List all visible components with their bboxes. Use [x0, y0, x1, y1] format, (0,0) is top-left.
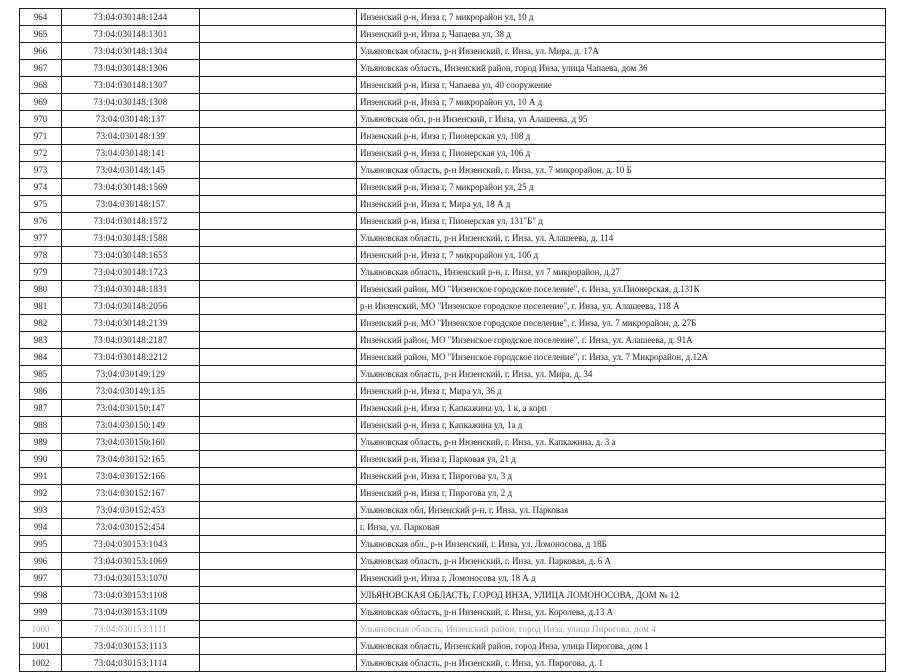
cadastral-number-cell: 73:04:030153:1111: [62, 621, 200, 638]
row-number-cell: 986: [20, 383, 62, 400]
address-cell: Инзенский район, МО "Инзенское городское поселение", г. Инза, ул.Пионерская, д.131К: [357, 281, 886, 298]
row-number-cell: 969: [20, 94, 62, 111]
cadastral-number-cell: 73:04:030149:135: [62, 383, 200, 400]
empty-cell: [200, 230, 357, 247]
property-registry-table: [19, 8, 886, 672]
row-number-cell: 992: [20, 485, 62, 502]
cadastral-number-cell: 73:04:030153:1114: [62, 655, 200, 672]
empty-cell: [200, 43, 357, 60]
cadastral-number-cell: 73:04:030152:166: [62, 468, 200, 485]
table-row: [20, 247, 886, 264]
empty-cell: [200, 332, 357, 349]
cadastral-number-cell: 73:04:030153:1070: [62, 570, 200, 587]
cadastral-number-cell: 73:04:030152:453: [62, 502, 200, 519]
empty-cell: [200, 587, 357, 604]
registry-table-body: [20, 9, 886, 672]
address-cell: Ульяновская область, р-н Инзенский, г. Инза, ул. Пирогова, д. 1: [357, 655, 886, 672]
table-row: [20, 383, 886, 400]
row-number-cell: 981: [20, 298, 62, 315]
empty-cell: [200, 196, 357, 213]
cadastral-number-cell: 73:04:030148:137: [62, 111, 200, 128]
cadastral-number-cell: 73:04:030150:147: [62, 400, 200, 417]
empty-cell: [200, 298, 357, 315]
cadastral-number-cell: 73:04:030152:454: [62, 519, 200, 536]
empty-cell: [200, 434, 357, 451]
cadastral-number-cell: 73:04:030148:157: [62, 196, 200, 213]
row-number-cell: 971: [20, 128, 62, 145]
row-number-cell: 974: [20, 179, 62, 196]
address-cell: Инзенский р-н, Инза г, 7 микрорайон ул, 10б д: [357, 247, 886, 264]
table-row: [20, 281, 886, 298]
row-number-cell: 976: [20, 213, 62, 230]
cadastral-number-cell: 73:04:030148:145: [62, 162, 200, 179]
row-number-cell: 1001: [20, 638, 62, 655]
address-cell: Инзенский р-н, Инза г, Мира ул, 36 д: [357, 383, 886, 400]
address-cell: Ульяновская область, р-н Инзенский, г. Инза, ул. Мира, д. 34: [357, 366, 886, 383]
row-number-cell: 979: [20, 264, 62, 281]
address-cell: Инзенский р-н, Инза г, Чапаева ул, 40 сооружение: [357, 77, 886, 94]
row-number-cell: 980: [20, 281, 62, 298]
address-cell: Инзенский р-н, Инза г, Пирогова ул, 2 д: [357, 485, 886, 502]
table-row: [20, 179, 886, 196]
empty-cell: [200, 315, 357, 332]
empty-cell: [200, 451, 357, 468]
empty-cell: [200, 366, 357, 383]
table-row: [20, 536, 886, 553]
address-cell: Инзенский район, МО "Инзенское городское поселение", г. Инза, ул. Алашеева, д. 91А: [357, 332, 886, 349]
cadastral-number-cell: 73:04:030148:1831: [62, 281, 200, 298]
table-row: [20, 315, 886, 332]
cadastral-number-cell: 73:04:030153:1043: [62, 536, 200, 553]
row-number-cell: 999: [20, 604, 62, 621]
empty-cell: [200, 655, 357, 672]
cadastral-number-cell: 73:04:030152:167: [62, 485, 200, 502]
table-row: [20, 366, 886, 383]
row-number-cell: 988: [20, 417, 62, 434]
address-cell: Ульяновская область, р-н Инзенский, г. Инза, ул. Парковая, д. 6 А: [357, 553, 886, 570]
table-row: [20, 468, 886, 485]
row-number-cell: 991: [20, 468, 62, 485]
table-row: [20, 485, 886, 502]
table-row: [20, 230, 886, 247]
row-number-cell: 964: [20, 9, 62, 26]
address-cell: Ульяновская обл, р-н Инзенский, г Инза, ул Алашеева, д 95: [357, 111, 886, 128]
empty-cell: [200, 400, 357, 417]
address-cell: Инзенский р-н, Инза г, Пионерская ул, 131"Б" д: [357, 213, 886, 230]
table-row: [20, 519, 886, 536]
row-number-cell: 1002: [20, 655, 62, 672]
row-number-cell: 1000: [20, 621, 62, 638]
table-row: [20, 400, 886, 417]
cadastral-number-cell: 73:04:030148:1244: [62, 9, 200, 26]
table-row: [20, 570, 886, 587]
table-row: [20, 349, 886, 366]
empty-cell: [200, 519, 357, 536]
empty-cell: [200, 213, 357, 230]
row-number-cell: 968: [20, 77, 62, 94]
row-number-cell: 989: [20, 434, 62, 451]
row-number-cell: 966: [20, 43, 62, 60]
empty-cell: [200, 60, 357, 77]
table-row: [20, 196, 886, 213]
empty-cell: [200, 468, 357, 485]
cadastral-number-cell: 73:04:030148:2139: [62, 315, 200, 332]
row-number-cell: 995: [20, 536, 62, 553]
table-row: [20, 43, 886, 60]
row-number-cell: 970: [20, 111, 62, 128]
cadastral-number-cell: 73:04:030153:1109: [62, 604, 200, 621]
row-number-cell: 990: [20, 451, 62, 468]
address-cell: Инзенский р-н, Инза г, Ломоносова ул, 18 А д: [357, 570, 886, 587]
table-row: [20, 332, 886, 349]
address-cell: Ульяновская область, р-н Инзенский, г. Инза, ул. Алашеева, д. 114: [357, 230, 886, 247]
address-cell: Ульяновская область, р-н Инзенский, г. Инза, ул. 7 микрорайон, д. 10 Б: [357, 162, 886, 179]
empty-cell: [200, 417, 357, 434]
table-row: [20, 417, 886, 434]
address-cell: г. Инза, ул. Парковая: [357, 519, 886, 536]
table-row: [20, 111, 886, 128]
address-cell: Ульяновская область, Инзенский район, город Инза, улица Чапаева, дом 36: [357, 60, 886, 77]
table-row: [20, 26, 886, 43]
table-row: [20, 621, 886, 638]
address-cell: Ульяновская обл, Инзенский р-н, г. Инза, ул. Парковая: [357, 502, 886, 519]
table-row: [20, 145, 886, 162]
empty-cell: [200, 383, 357, 400]
cadastral-number-cell: 73:04:030148:1588: [62, 230, 200, 247]
cadastral-number-cell: 73:04:030148:1653: [62, 247, 200, 264]
row-number-cell: 973: [20, 162, 62, 179]
cadastral-number-cell: 73:04:030148:1306: [62, 60, 200, 77]
table-row: [20, 213, 886, 230]
cadastral-number-cell: 73:04:030152:165: [62, 451, 200, 468]
cadastral-number-cell: 73:04:030153:1108: [62, 587, 200, 604]
cadastral-number-cell: 73:04:030148:1301: [62, 26, 200, 43]
address-cell: Инзенский р-н, Инза г, Пионерская ул, 108 д: [357, 128, 886, 145]
row-number-cell: 987: [20, 400, 62, 417]
table-row: [20, 94, 886, 111]
address-cell: Ульяновская область, р-н Инзенский, г. Инза, ул. Королева, д.13 А: [357, 604, 886, 621]
table-row: [20, 264, 886, 281]
empty-cell: [200, 349, 357, 366]
table-row: [20, 451, 886, 468]
address-cell: Инзенский р-н, Инза г, Капкажина ул, 1а д: [357, 417, 886, 434]
empty-cell: [200, 179, 357, 196]
cadastral-number-cell: 73:04:030148:2212: [62, 349, 200, 366]
row-number-cell: 994: [20, 519, 62, 536]
cadastral-number-cell: 73:04:030148:2056: [62, 298, 200, 315]
table-row: [20, 604, 886, 621]
table-row: [20, 655, 886, 672]
address-cell: Ульяновская область, Инзенский район, город Инза, улица Пирогова, дом 1: [357, 638, 886, 655]
table-row: [20, 77, 886, 94]
row-number-cell: 978: [20, 247, 62, 264]
row-number-cell: 975: [20, 196, 62, 213]
cadastral-number-cell: 73:04:030149:129: [62, 366, 200, 383]
row-number-cell: 996: [20, 553, 62, 570]
cadastral-number-cell: 73:04:030153:1069: [62, 553, 200, 570]
empty-cell: [200, 9, 357, 26]
row-number-cell: 998: [20, 587, 62, 604]
table-row: [20, 434, 886, 451]
empty-cell: [200, 502, 357, 519]
row-number-cell: 967: [20, 60, 62, 77]
table-row: [20, 162, 886, 179]
cadastral-number-cell: 73:04:030150:160: [62, 434, 200, 451]
empty-cell: [200, 111, 357, 128]
table-row: [20, 9, 886, 26]
cadastral-number-cell: 73:04:030148:1304: [62, 43, 200, 60]
address-cell: Ульяновская область, р-н Инзенский, г. Инза, ул. Мира, д. 17А: [357, 43, 886, 60]
cadastral-number-cell: 73:04:030148:1569: [62, 179, 200, 196]
row-number-cell: 993: [20, 502, 62, 519]
empty-cell: [200, 621, 357, 638]
address-cell: Инзенский р-н, Инза г, Мира ул, 18 А д: [357, 196, 886, 213]
cadastral-number-cell: 73:04:030148:139: [62, 128, 200, 145]
address-cell: Ульяновская область, Инзенский район, город Инза, улица Пирогова, дом 4: [357, 621, 886, 638]
address-cell: Инзенский р-н, Инза г, 7 микрорайон ул, 10 д: [357, 9, 886, 26]
row-number-cell: 997: [20, 570, 62, 587]
address-cell: Ульяновская область, р-н Инзенский, г. Инза, ул. Капкажина, д. 3 а: [357, 434, 886, 451]
row-number-cell: 965: [20, 26, 62, 43]
row-number-cell: 985: [20, 366, 62, 383]
empty-cell: [200, 128, 357, 145]
row-number-cell: 982: [20, 315, 62, 332]
cadastral-number-cell: 73:04:030148:141: [62, 145, 200, 162]
empty-cell: [200, 638, 357, 655]
address-cell: Инзенский р-н, Инза г, Пионерская ул, 106 д: [357, 145, 886, 162]
table-row: [20, 298, 886, 315]
table-row: [20, 502, 886, 519]
table-row: [20, 128, 886, 145]
address-cell: Инзенский район, МО "Инзенское городское поселение", г. Инза, ул. 7 Микрорайон, д.12А: [357, 349, 886, 366]
empty-cell: [200, 94, 357, 111]
empty-cell: [200, 247, 357, 264]
empty-cell: [200, 77, 357, 94]
table-row: [20, 587, 886, 604]
empty-cell: [200, 162, 357, 179]
row-number-cell: 972: [20, 145, 62, 162]
empty-cell: [200, 570, 357, 587]
cadastral-number-cell: 73:04:030148:2187: [62, 332, 200, 349]
cadastral-number-cell: 73:04:030148:1307: [62, 77, 200, 94]
address-cell: УЛЬЯНОВСКАЯ ОБЛАСТЬ, Г.ОРОД ИНЗА, УЛИЦА ЛОМОНОСОВА, ДОМ № 12: [357, 587, 886, 604]
row-number-cell: 984: [20, 349, 62, 366]
empty-cell: [200, 264, 357, 281]
table-row: [20, 553, 886, 570]
address-cell: р-н Инзенский, МО "Инзенское городское поселение", г. Инза, ул. Алашеева, 118 А: [357, 298, 886, 315]
cadastral-number-cell: 73:04:030150:149: [62, 417, 200, 434]
cadastral-number-cell: 73:04:030153:1113: [62, 638, 200, 655]
row-number-cell: 983: [20, 332, 62, 349]
empty-cell: [200, 485, 357, 502]
address-cell: Инзенский р-н, Инза г, Капкажина ул, 1 к, а корп: [357, 400, 886, 417]
empty-cell: [200, 553, 357, 570]
address-cell: Инзенский р-н, Инза г, 7 микрорайон ул, 25 д: [357, 179, 886, 196]
table-row: [20, 638, 886, 655]
address-cell: Инзенский р-н, Инза г, 7 микрорайон ул, 10 А д: [357, 94, 886, 111]
table-row: [20, 60, 886, 77]
empty-cell: [200, 536, 357, 553]
address-cell: Инзенский р-н, Инза г, Парковая ул, 21 д: [357, 451, 886, 468]
empty-cell: [200, 281, 357, 298]
address-cell: Инзенский р-н, МО "Инзенское городское поселение", г. Инза, ул. 7 микрорайон, д. 27Б: [357, 315, 886, 332]
cadastral-number-cell: 73:04:030148:1308: [62, 94, 200, 111]
empty-cell: [200, 145, 357, 162]
empty-cell: [200, 604, 357, 621]
registry-sheet: [19, 8, 885, 672]
row-number-cell: 977: [20, 230, 62, 247]
cadastral-number-cell: 73:04:030148:1723: [62, 264, 200, 281]
empty-cell: [200, 26, 357, 43]
address-cell: Ульяновская область, Инзенский р-н, г. Инза, ул 7 микрорайон, д.27: [357, 264, 886, 281]
address-cell: Инзенский р-н, Инза г, Чапаева ул, 38 д: [357, 26, 886, 43]
cadastral-number-cell: 73:04:030148:1572: [62, 213, 200, 230]
address-cell: Инзенский р-н, Инза г, Пирогова ул, 3 д: [357, 468, 886, 485]
address-cell: Ульяновская обл., р-н Инзенский, г. Инза, ул. Ломоносова, д 18Б: [357, 536, 886, 553]
